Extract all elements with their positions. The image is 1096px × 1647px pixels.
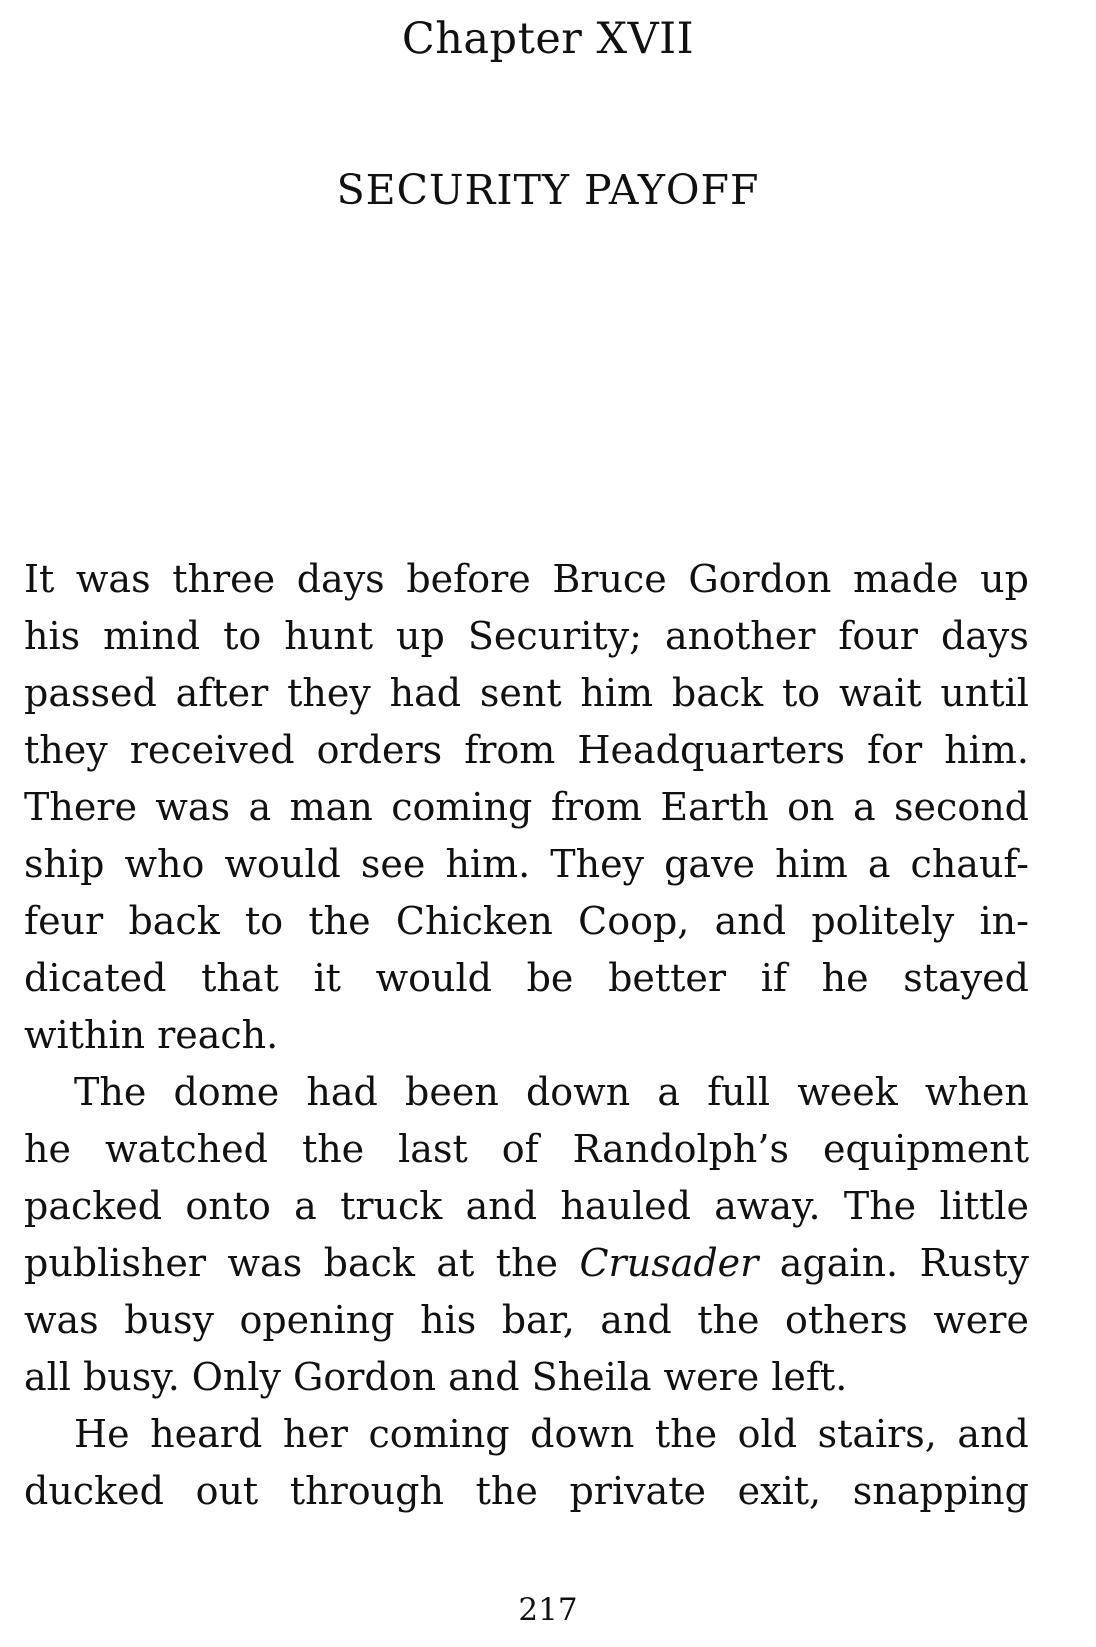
word: after [175, 671, 269, 715]
word: ducked [24, 1469, 164, 1513]
text-line [24, 893, 1029, 950]
word: back [323, 1241, 415, 1285]
text-line [24, 836, 1029, 893]
word: wait [838, 671, 922, 715]
word: they [287, 671, 371, 715]
word: passed [24, 671, 157, 715]
word: it [313, 956, 341, 1000]
word: he [821, 956, 869, 1000]
word: man [289, 785, 373, 829]
word: made [853, 557, 959, 601]
word: through [289, 1469, 444, 1513]
word: busy [124, 1298, 214, 1342]
word: him [580, 671, 654, 715]
word: him. [445, 842, 531, 886]
word: a [248, 785, 272, 829]
word: had [306, 1070, 378, 1114]
word: all [24, 1355, 71, 1399]
word: hauled [560, 1184, 691, 1228]
word: stayed [903, 956, 1029, 1000]
word: exit, [737, 1469, 822, 1513]
text-line [24, 608, 1029, 665]
text-line [24, 665, 1029, 722]
word: watched [104, 1127, 268, 1171]
word: truck [340, 1184, 443, 1228]
word: The [843, 1184, 917, 1228]
word: back [128, 899, 220, 943]
word: gave [664, 842, 756, 886]
word: second [894, 785, 1029, 829]
word: Security; [467, 614, 642, 658]
word: to [223, 614, 262, 658]
word: private [569, 1469, 706, 1513]
word: away. [714, 1184, 821, 1228]
word: a [657, 1070, 681, 1114]
word: was [24, 1298, 99, 1342]
page-number: 217 [518, 1592, 578, 1628]
word: out [195, 1469, 259, 1513]
text-line [24, 1178, 1029, 1235]
word: down [525, 1070, 631, 1114]
word: within [24, 1013, 146, 1057]
word: be [526, 956, 574, 1000]
word: of [501, 1127, 539, 1171]
word: Gordon [688, 557, 832, 601]
word: dome [173, 1070, 280, 1114]
word: orders [316, 728, 443, 772]
word: mind [103, 614, 201, 658]
word: the [654, 1412, 718, 1456]
word: Sheila [531, 1355, 652, 1399]
word: little [939, 1184, 1029, 1228]
word: packed [24, 1184, 163, 1228]
word: a [852, 785, 876, 829]
word: him. [944, 728, 1029, 772]
word: his [420, 1298, 477, 1342]
word: who [124, 842, 205, 886]
word: her [282, 1412, 348, 1456]
word: up [980, 557, 1029, 601]
word: coming [368, 1412, 510, 1456]
word: he [24, 1127, 71, 1171]
word: The [74, 1070, 147, 1114]
word: that [201, 956, 279, 1000]
text-line [24, 1349, 1029, 1406]
word: snapping [852, 1469, 1029, 1513]
word: days [940, 614, 1029, 658]
word: Earth [660, 785, 769, 829]
word: the [495, 1241, 559, 1285]
word: were [663, 1355, 760, 1399]
word: sent [479, 671, 562, 715]
word: would [224, 842, 341, 886]
word: if [760, 956, 787, 1000]
word: and [714, 899, 787, 943]
chapter-title: SECURITY PAYOFF [336, 166, 760, 214]
word: opening [239, 1298, 395, 1342]
word: chauf- [910, 842, 1029, 886]
word: Crusader [579, 1241, 759, 1285]
word: was [75, 557, 151, 601]
text-line [24, 1121, 1029, 1178]
word: publisher [24, 1241, 207, 1285]
word: a [294, 1184, 317, 1228]
text-line [24, 1064, 1029, 1121]
word: and [957, 1412, 1029, 1456]
word: four [838, 614, 918, 658]
word: bar, [501, 1298, 575, 1342]
word: dicated [24, 956, 167, 1000]
text-line [24, 779, 1029, 836]
word: on [787, 785, 835, 829]
word: the [697, 1298, 760, 1342]
word: full [707, 1070, 771, 1114]
word: see [360, 842, 426, 886]
word: been [405, 1070, 499, 1114]
word: It [24, 557, 55, 601]
word: the [308, 899, 371, 943]
word: for [867, 728, 923, 772]
text-line [24, 1235, 1029, 1292]
word: There [24, 785, 137, 829]
word: and [465, 1184, 538, 1228]
word: back [671, 671, 764, 715]
word: Coop, [578, 899, 690, 943]
word: three [172, 557, 276, 601]
word: Randolph’s [572, 1127, 789, 1171]
word: would [375, 956, 492, 1000]
text-line [24, 722, 1029, 779]
text-line [24, 1406, 1029, 1463]
word: was [155, 785, 231, 829]
word: week [797, 1070, 898, 1114]
text-line [24, 950, 1029, 1007]
word: better [608, 956, 727, 1000]
word: received [129, 728, 295, 772]
word: He [74, 1412, 130, 1456]
word: They [550, 842, 645, 886]
word: were [933, 1298, 1029, 1342]
word: in- [979, 899, 1029, 943]
word: to [782, 671, 821, 715]
text-line [24, 551, 1029, 608]
body-text [24, 551, 1029, 1520]
word: politely [811, 899, 955, 943]
word: a [867, 842, 891, 886]
text-line [24, 1292, 1029, 1349]
word: from [464, 728, 556, 772]
word: Rusty [919, 1241, 1029, 1285]
word: again. [779, 1241, 899, 1285]
word: they [24, 728, 108, 772]
word: when [924, 1070, 1029, 1114]
word: stairs, [817, 1412, 937, 1456]
word: the [475, 1469, 538, 1513]
chapter-label: Chapter XVII [401, 14, 695, 64]
word: and [448, 1355, 520, 1399]
word: was [227, 1241, 303, 1285]
word: the [301, 1127, 365, 1171]
word: Headquarters [577, 728, 846, 772]
word: to [245, 899, 284, 943]
word: at [436, 1241, 475, 1285]
word: hunt [284, 614, 373, 658]
word: feur [24, 899, 104, 943]
word: left. [771, 1355, 848, 1399]
word: his [24, 614, 81, 658]
word: up [396, 614, 445, 658]
word: Bruce [552, 557, 667, 601]
word: and [600, 1298, 672, 1342]
word: coming [391, 785, 533, 829]
word: from [550, 785, 642, 829]
word: another [664, 614, 816, 658]
word: had [389, 671, 462, 715]
word: heard [150, 1412, 263, 1456]
word: onto [185, 1184, 271, 1228]
text-line [24, 1463, 1029, 1520]
word: Only [191, 1355, 282, 1399]
word: last [398, 1127, 468, 1171]
word: reach. [157, 1013, 279, 1057]
word: busy. [82, 1355, 180, 1399]
word: Chicken [395, 899, 553, 943]
word: down [530, 1412, 635, 1456]
word: old [737, 1412, 798, 1456]
word: days [296, 557, 385, 601]
text-line [24, 1007, 1029, 1064]
word: ship [24, 842, 105, 886]
word: equipment [822, 1127, 1029, 1171]
word: until [940, 671, 1029, 715]
word: before [406, 557, 531, 601]
word: him [775, 842, 848, 886]
word: others [785, 1298, 908, 1342]
word: Gordon [293, 1355, 437, 1399]
